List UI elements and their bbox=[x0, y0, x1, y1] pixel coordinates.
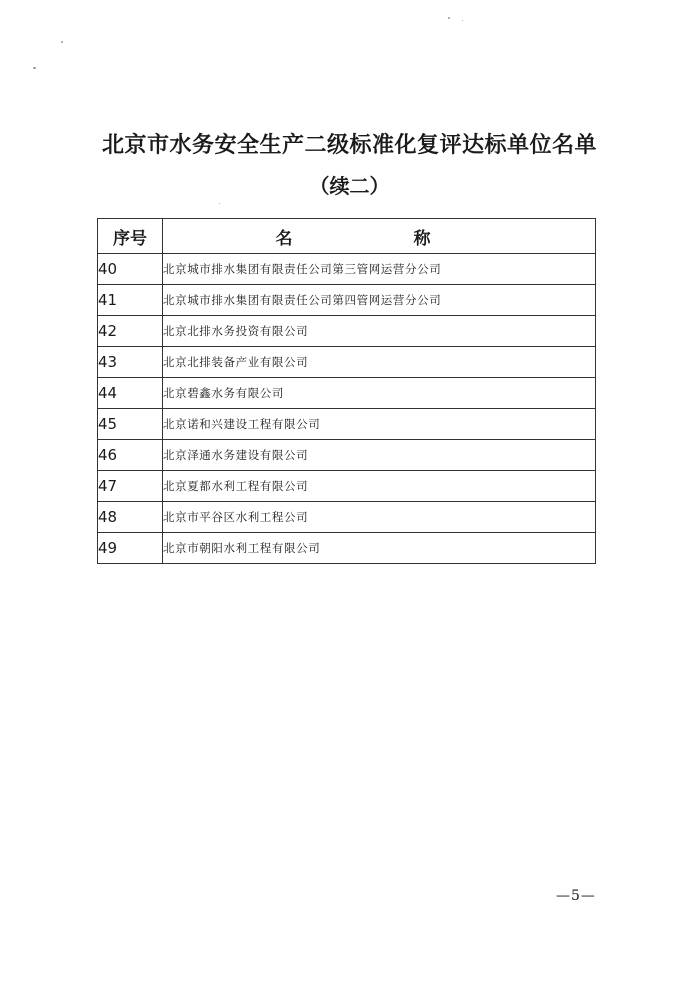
row-number: 48 bbox=[98, 502, 163, 533]
table-row bbox=[98, 254, 596, 285]
row-number: 41 bbox=[98, 285, 163, 316]
row-unit-name: 北京北排装备产业有限公司 bbox=[163, 347, 596, 378]
row-unit-name: 北京诺和兴建设工程有限公司 bbox=[163, 409, 596, 440]
row-unit-name: 北京城市排水集团有限责任公司第三管网运营分公司 bbox=[163, 254, 596, 285]
table-row bbox=[98, 409, 596, 440]
scan-speck bbox=[61, 41, 63, 43]
page-number: —5— bbox=[556, 888, 596, 904]
row-number: 43 bbox=[98, 347, 163, 378]
table-header-row bbox=[98, 219, 596, 254]
row-number: 46 bbox=[98, 440, 163, 471]
table-row bbox=[98, 316, 596, 347]
header-name: 名 称 bbox=[163, 219, 596, 254]
row-unit-name: 北京夏都水利工程有限公司 bbox=[163, 471, 596, 502]
row-number: 40 bbox=[98, 254, 163, 285]
row-number: 45 bbox=[98, 409, 163, 440]
row-unit-name: 北京碧鑫水务有限公司 bbox=[163, 378, 596, 409]
row-number: 44 bbox=[98, 378, 163, 409]
row-number: 49 bbox=[98, 533, 163, 564]
row-number: 47 bbox=[98, 471, 163, 502]
scan-speck bbox=[448, 17, 450, 19]
document-title: 北京市水务安全生产二级标准化复评达标单位名单 bbox=[101, 132, 597, 158]
table-row bbox=[98, 533, 596, 564]
row-unit-name: 北京市平谷区水利工程公司 bbox=[163, 502, 596, 533]
header-number: 序号 bbox=[98, 219, 163, 254]
roster-table bbox=[97, 218, 596, 564]
row-unit-name: 北京城市排水集团有限责任公司第四管网运营分公司 bbox=[163, 285, 596, 316]
table-row bbox=[98, 378, 596, 409]
table-row bbox=[98, 347, 596, 378]
row-unit-name: 北京市朝阳水利工程有限公司 bbox=[163, 533, 596, 564]
row-number: 42 bbox=[98, 316, 163, 347]
document-subtitle: （续二） bbox=[309, 174, 390, 198]
scan-speck bbox=[219, 203, 220, 204]
table-row bbox=[98, 285, 596, 316]
table-row bbox=[98, 471, 596, 502]
scan-speck bbox=[33, 67, 36, 69]
row-unit-name: 北京泽通水务建设有限公司 bbox=[163, 440, 596, 471]
table-row bbox=[98, 502, 596, 533]
row-unit-name: 北京北排水务投资有限公司 bbox=[163, 316, 596, 347]
table-row bbox=[98, 440, 596, 471]
scan-speck bbox=[462, 20, 463, 21]
